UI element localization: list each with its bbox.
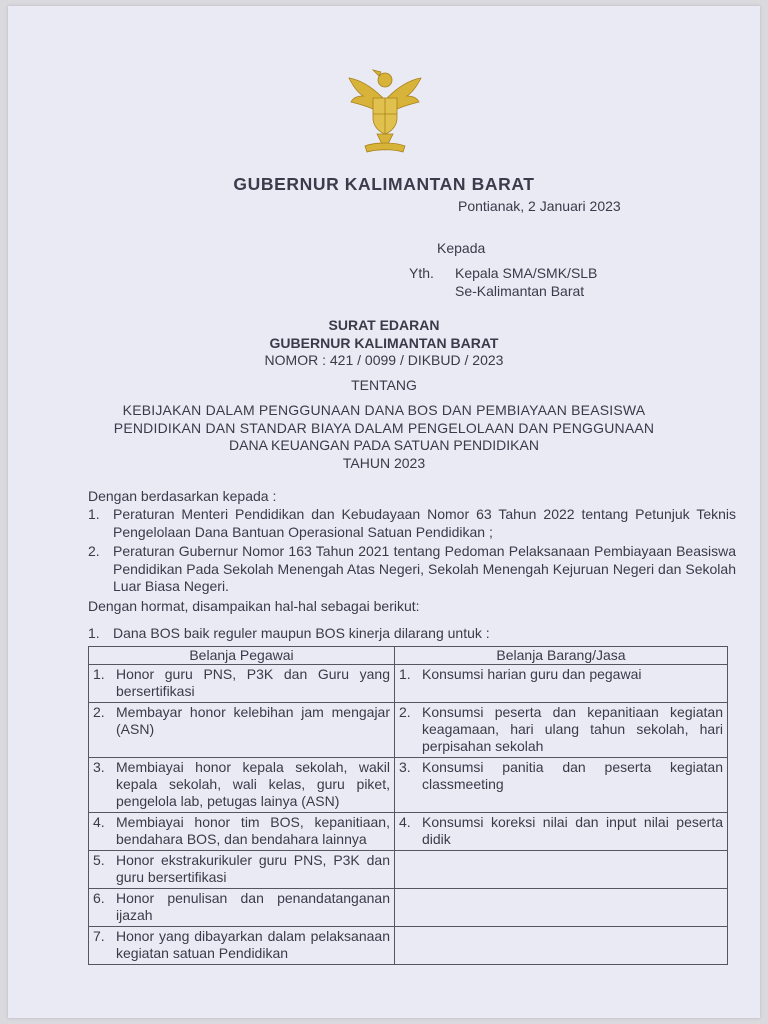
table-row <box>89 703 728 758</box>
letter-type: SURAT EDARAN <box>328 317 440 333</box>
cell-number: 2. <box>399 704 411 720</box>
letter-about: TENTANG <box>351 377 417 393</box>
subject-line: KEBIJAKAN DALAM PENGGUNAAN DANA BOS DAN PEMBIAYAAN BEASISWA <box>122 402 646 418</box>
cell-number: 3. <box>93 759 105 775</box>
table-row <box>89 665 728 703</box>
cell-text: Honor yang dibayarkan dalam pelaksanaan kegiatan satuan Pendidikan <box>116 928 390 961</box>
cell-number: 1. <box>399 666 411 682</box>
cell-text: Honor penulisan dan penandatanganan ijazah <box>116 890 390 923</box>
header-belanja-barang-jasa: Belanja Barang/Jasa <box>395 647 728 665</box>
recipient-line1: Kepala SMA/SMK/SLB <box>455 265 598 281</box>
cell-number: 2. <box>93 704 105 720</box>
table-row <box>89 758 728 813</box>
subject-line: PENDIDIKAN DAN STANDAR BIAYA DALAM PENGELOLAAN DAN PENGGUNAAN <box>113 420 655 436</box>
list-number: 2. <box>88 543 100 559</box>
list-text: Peraturan Menteri Pendidikan dan Kebudayaan Nomor 63 Tahun 2022 tentang Petunjuk Teknis Pengelolaan Dana Bantuan Operasional Satuan Pendidikan ; <box>113 506 736 540</box>
list-item <box>88 625 736 643</box>
point-list <box>88 625 736 645</box>
document-page <box>8 6 760 1018</box>
header-belanja-pegawai: Belanja Pegawai <box>89 647 395 665</box>
garuda-emblem-icon <box>343 58 427 158</box>
cell-text: Membiayai honor tim BOS, kepanitiaan, bendahara BOS, dan bendahara lainnya <box>116 814 390 847</box>
cell-text: Membayar honor kelebihan jam mengajar (ASN) <box>116 704 390 737</box>
table-row <box>89 813 728 851</box>
table-cell <box>395 889 728 927</box>
cell-number: 7. <box>93 928 105 944</box>
table-cell <box>89 927 395 965</box>
cell-number: 5. <box>93 852 105 868</box>
respect-line: Dengan hormat, disampaikan hal-hal sebagai berikut: <box>88 598 420 614</box>
cell-number: 3. <box>399 759 411 775</box>
cell-text: Konsumsi peserta dan kepanitiaan kegiatan keagamaan, hari ulang tahun sekolah, hari perpisahan sekolah <box>422 704 723 754</box>
letter-number: NOMOR : 421 / 0099 / DIKBUD / 2023 <box>264 352 504 368</box>
cell-text: Konsumsi koreksi nilai dan input nilai peserta didik <box>422 814 723 847</box>
table-cell <box>89 889 395 927</box>
cell-number: 6. <box>93 890 105 906</box>
basis-intro: Dengan berdasarkan kepada : <box>88 488 277 504</box>
table-row <box>89 889 728 927</box>
table-cell <box>89 703 395 758</box>
cell-number: 1. <box>93 666 105 682</box>
cell-number: 4. <box>399 814 411 830</box>
list-item <box>88 506 736 541</box>
cell-text: Honor ekstrakurikuler guru PNS, P3K dan guru bersertifikasi <box>116 852 390 885</box>
governor-title: GUBERNUR KALIMANTAN BARAT <box>233 174 535 194</box>
table-cell <box>89 851 395 889</box>
cell-text: Membiayai honor kepala sekolah, wakil kepala sekolah, wali kelas, guru piket, pengelola lab, petugas lainya (ASN) <box>116 759 390 809</box>
list-text: Peraturan Gubernur Nomor 163 Tahun 2021 tentang Pedoman Pelaksanaan Pembiayaan Beasiswa Pendidikan Pada Sekolah Menengah Atas Negeri, Sekolah Menengah Kejuruan Negeri dan Sekolah Luar Biasa Negeri. <box>113 543 736 594</box>
subject-line: TAHUN 2023 <box>342 455 426 471</box>
cell-text: Honor guru PNS, P3K dan Guru yang bersertifikasi <box>116 666 390 699</box>
list-text: Dana BOS baik reguler maupun BOS kinerja dilarang untuk : <box>113 625 490 641</box>
recipient-yth: Yth. <box>409 265 434 281</box>
list-item <box>88 543 736 596</box>
table-cell <box>395 758 728 813</box>
table-cell <box>395 665 728 703</box>
list-number: 1. <box>88 506 100 522</box>
table-row <box>89 851 728 889</box>
table-row <box>89 927 728 965</box>
letter-issuer: GUBERNUR KALIMANTAN BARAT <box>269 335 499 351</box>
subject-line: DANA KEUANGAN PADA SATUAN PENDIDIKAN <box>229 437 539 453</box>
cell-number: 4. <box>93 814 105 830</box>
list-number: 1. <box>88 625 100 641</box>
table-cell <box>89 813 395 851</box>
table-cell <box>395 813 728 851</box>
cell-text: Konsumsi harian guru dan pegawai <box>422 666 642 682</box>
bos-prohibition-table <box>88 646 728 965</box>
table-cell <box>89 758 395 813</box>
table-header-row <box>89 647 728 665</box>
basis-list <box>88 506 736 598</box>
place-date: Pontianak, 2 Januari 2023 <box>458 198 621 214</box>
recipient-line2: Se-Kalimantan Barat <box>455 283 585 299</box>
table-cell <box>395 851 728 889</box>
cell-text: Konsumsi panitia dan peserta kegiatan classmeeting <box>422 759 723 792</box>
recipient-label: Kepada <box>437 240 486 256</box>
table-cell <box>89 665 395 703</box>
table-cell <box>395 703 728 758</box>
table-cell <box>395 927 728 965</box>
